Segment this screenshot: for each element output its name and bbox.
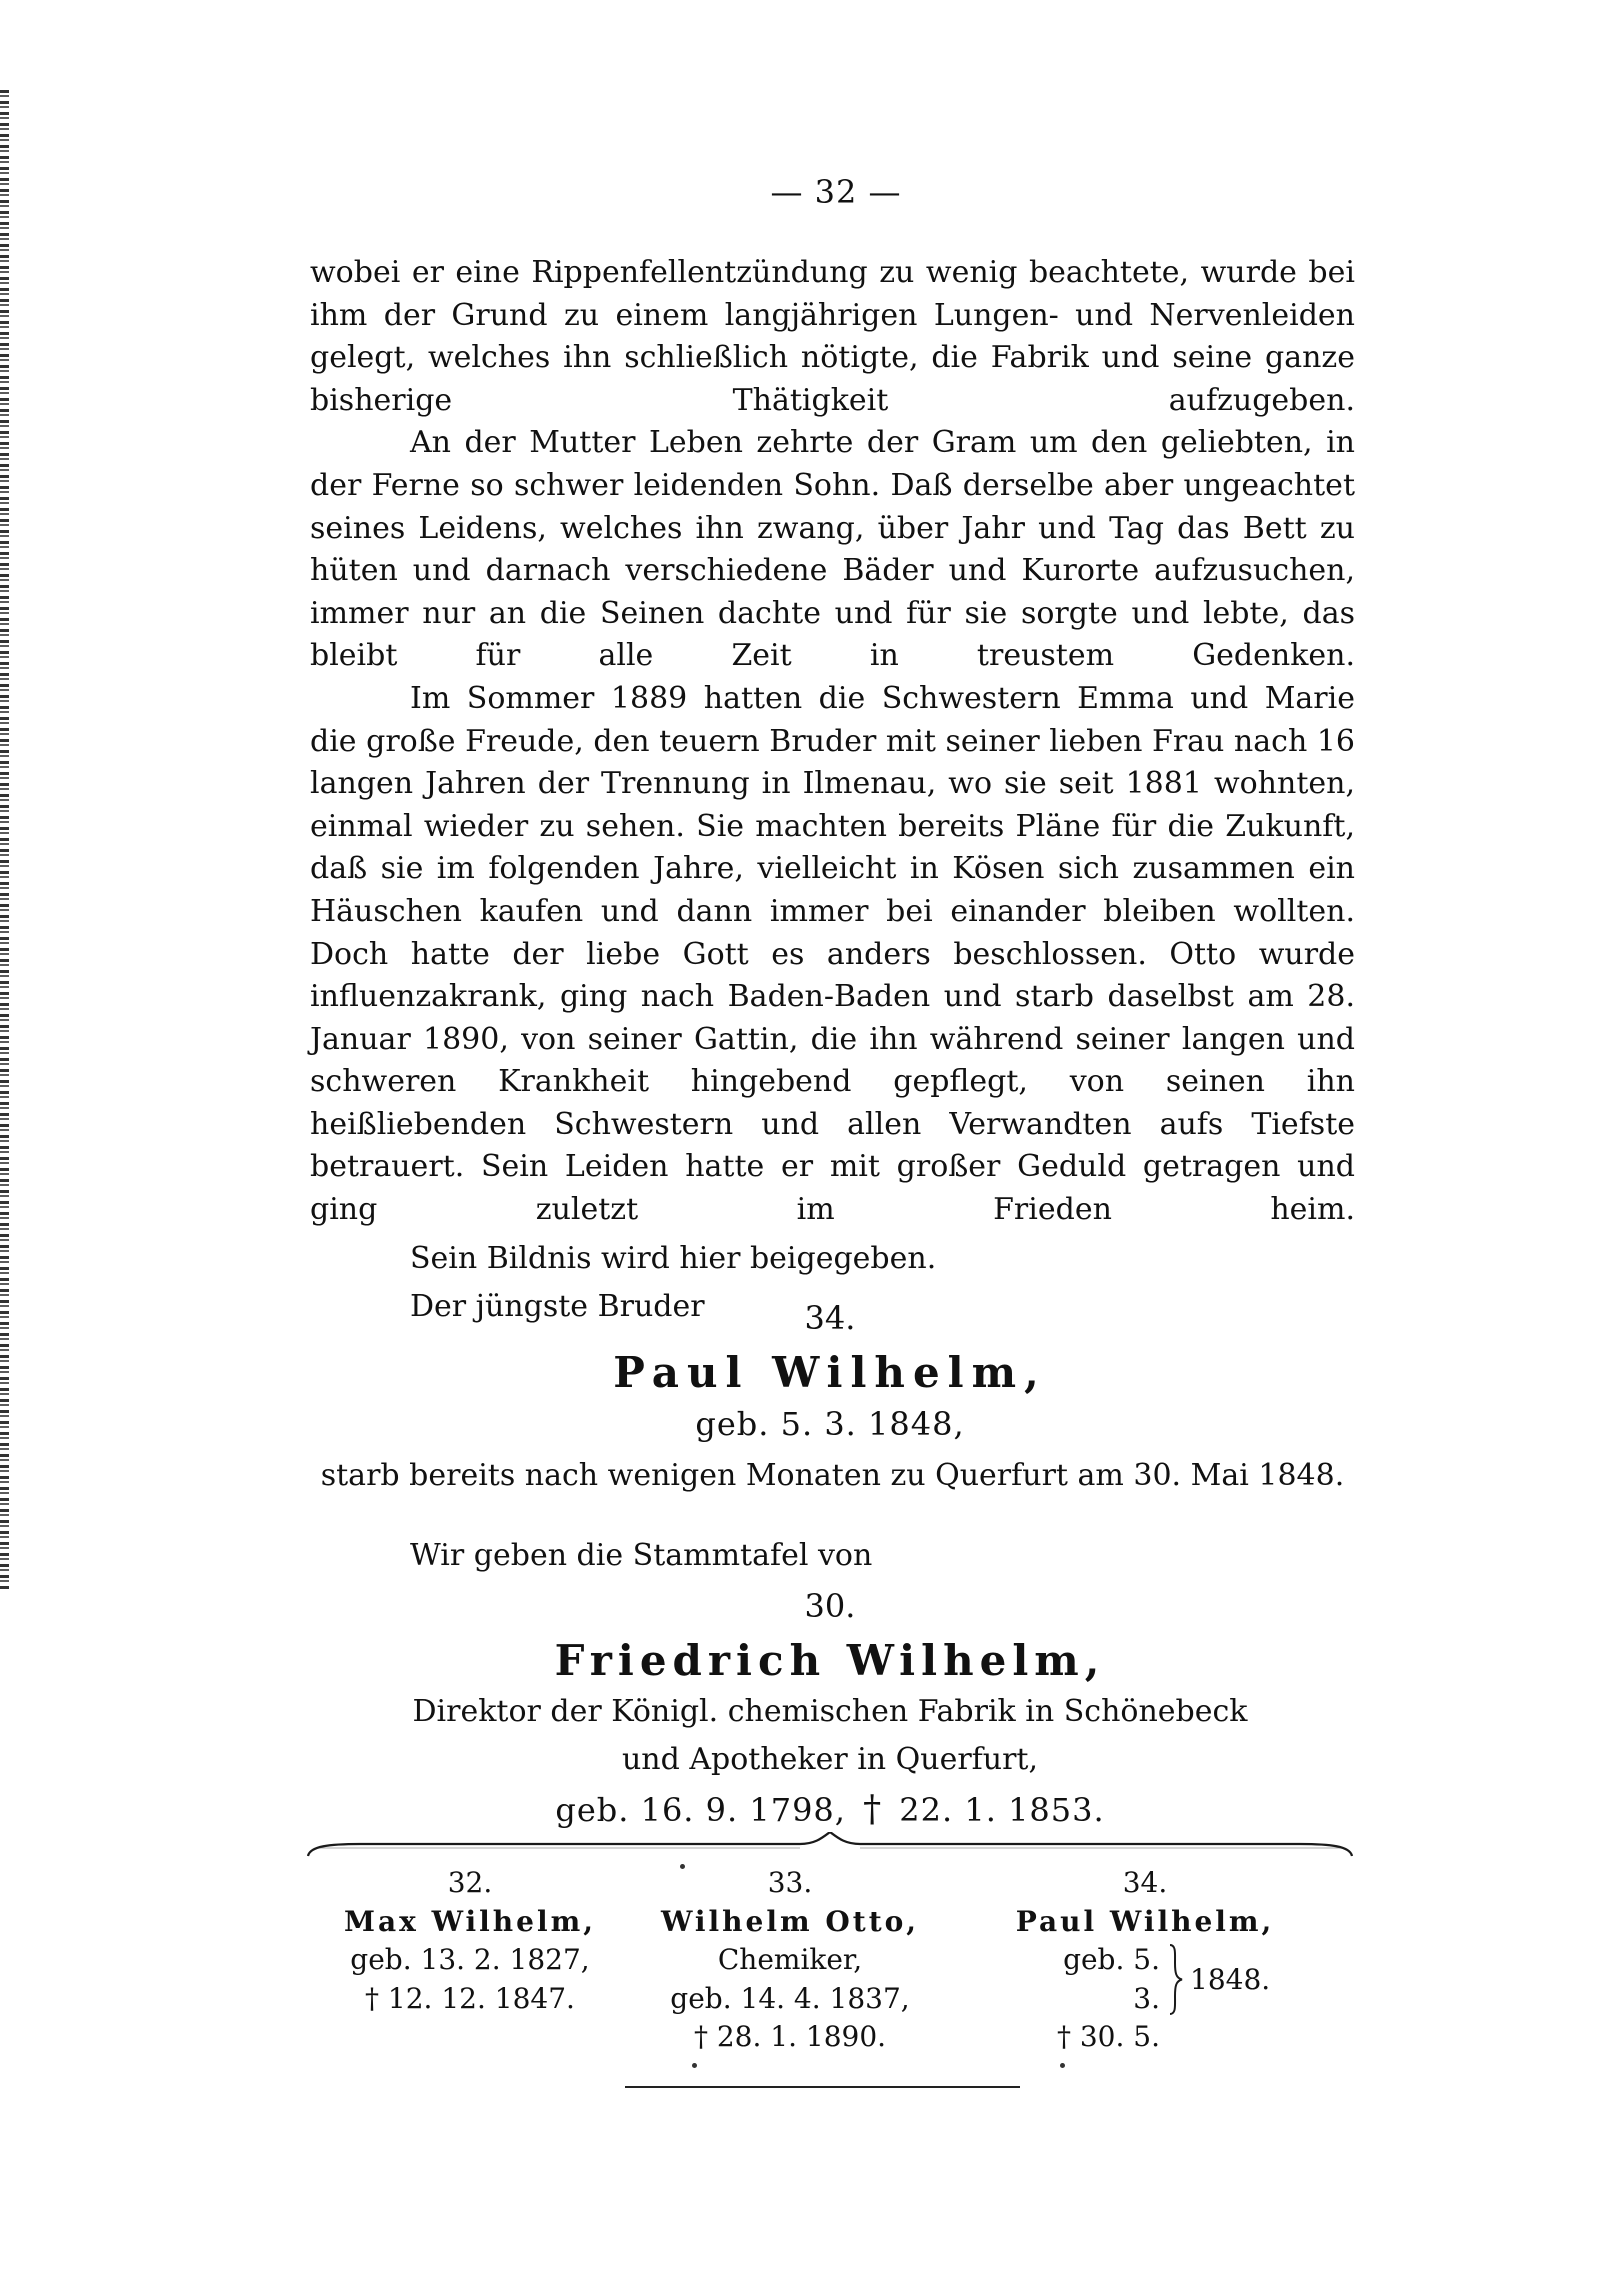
paragraph: wobei er eine Rippenfellentzündung zu wenig beachtete, wurde bei ihm der Grund zu einem langjährigen Lungen- und Nervenleiden gelegt, welches ihn schließlich nötigte, die Fabrik und seine ganze bisherige Thätigkeit aufzugeben.: [310, 255, 1355, 418]
family-tree-dates: [300, 1788, 1360, 1832]
child-death: † 12. 12. 1847.: [365, 1981, 575, 2015]
family-tree-children: [300, 1864, 1360, 2054]
child-year: 1848.: [1190, 1963, 1271, 1996]
child-name: Max Wilhelm,: [344, 1904, 596, 1938]
paragraph: An der Mutter Leben zehrte der Gram um den geliebten, in der Ferne so schwer leidenden Sohn. Daß derselbe aber ungeachtet seines Leidens, welches ihn zwang, über Jahr und Tag das Bett zu hüten und darnach verschiedene Bäder und Kurorte aufzusuchen, immer nur an die Seinen dachte und für sie sorgte und lebte, das bleibt für alle Zeit in treustem Gedenken.: [310, 425, 1355, 674]
child-name: Wilhelm Otto,: [660, 1904, 920, 1938]
entry-name: Paul Wilhelm,: [613, 1348, 1047, 1397]
child-number: 32.: [447, 1866, 493, 1899]
page-number: — 32 —: [770, 173, 902, 211]
bottom-rule: [625, 2086, 1020, 2088]
entry-number: 34.: [804, 1299, 856, 1337]
child-dates: [980, 1941, 1310, 2053]
child-death: † 30. 5.: [1056, 2020, 1160, 2053]
family-tree-number: 30.: [804, 1587, 856, 1625]
body-text: [310, 252, 1355, 1329]
child-entry: [980, 1864, 1310, 2053]
paragraph: Der jüngste Bruder: [410, 1289, 705, 1325]
family-tree-title: Direktor der Königl. chemischen Fabrik in Schönebeck: [412, 1694, 1248, 1729]
family-tree-name: Friedrich Wilhelm,: [554, 1636, 1106, 1685]
death-cross-icon: †: [863, 1789, 883, 1830]
print-speck: [680, 1864, 685, 1869]
entry-birth: geb. 5. 3. 1848,: [695, 1405, 965, 1443]
child-entry: [640, 1864, 940, 2057]
child-birth: geb. 13. 2. 1827,: [350, 1943, 590, 1976]
family-tree-title-continued: und Apotheker in Querfurt,: [621, 1742, 1039, 1777]
child-date-lines: [1030, 1941, 1160, 2057]
print-speck: [692, 2063, 697, 2068]
child-name: Paul Wilhelm,: [1015, 1904, 1275, 1938]
child-birth: geb. 5. 3.: [1063, 1943, 1160, 2015]
child-birth: geb. 14. 4. 1837,: [670, 1981, 910, 2015]
child-number: 34.: [1122, 1866, 1168, 1899]
paragraph: Im Sommer 1889 hatten die Schwestern Emma und Marie die große Freude, den teuern Bruder mit seiner lieben Frau nach 16 langen Jahren der Trennung in Ilmenau, wo sie seit 1881 wohnten, einmal wieder zu sehen. Sie machten bereits Pläne für die Zukunft, daß sie im folgenden Jahre, vielleicht in Kösen sich zusammen ein Häuschen kaufen und dann immer bei einander bleiben wollten. Doch hatte der liebe Gott es anders beschlossen. Otto wurde influenzakrank, ging nach Baden-Baden und starb daselbst am 28. Januar 1890, von seiner Gattin, die ihn während seiner langen und schweren Krankheit hingebend gepflegt, von seinen ihn heißliebenden Schwestern und allen Verwandten aufs Tiefste betrauert. Sein Leiden hatte er mit großer Geduld getragen und ging zuletzt im Frieden heim.: [310, 680, 1355, 1228]
child-occupation: Chemiker,: [717, 1943, 863, 1976]
entry-note: starb bereits nach wenigen Monaten zu Querfurt am 30. Mai 1848.: [320, 1458, 1345, 1493]
scan-edge-artifact: [0, 90, 9, 1590]
family-tree-intro: Wir geben die Stammtafel von: [410, 1538, 873, 1573]
curly-brace-icon: [1166, 1941, 1186, 2018]
child-death: † 28. 1. 1890.: [693, 2020, 887, 2053]
print-speck: [1060, 2063, 1065, 2068]
child-entry: [320, 1864, 620, 2018]
family-tree-death: 22. 1. 1853.: [899, 1791, 1105, 1829]
paragraph: Sein Bildnis wird hier beigegeben.: [410, 1240, 937, 1276]
child-number: 33.: [767, 1866, 813, 1899]
family-tree-birth: geb. 16. 9. 1798,: [555, 1791, 846, 1829]
